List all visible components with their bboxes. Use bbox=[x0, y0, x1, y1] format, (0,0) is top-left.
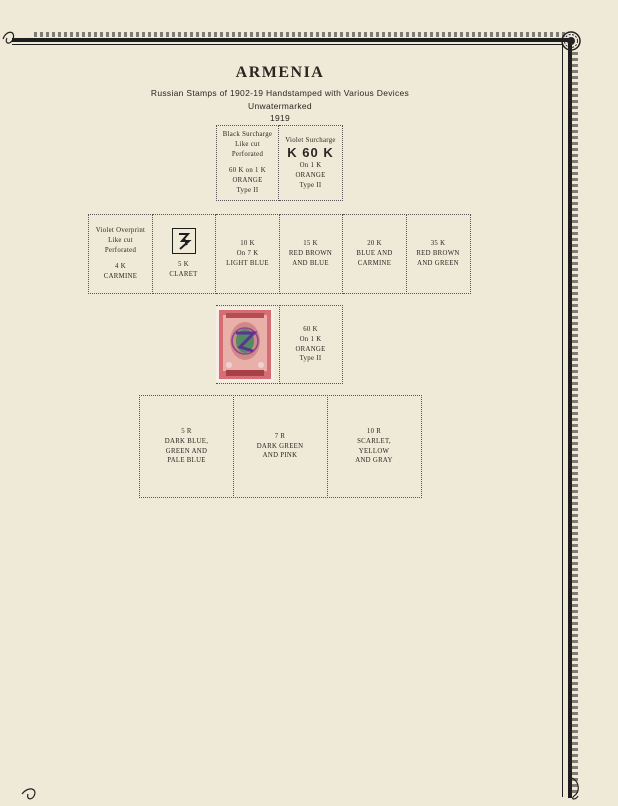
stamp-color: RED BROWN bbox=[288, 250, 333, 258]
stamp-color: AND PINK bbox=[262, 452, 298, 460]
stamp-space bbox=[343, 214, 407, 294]
stamp-text: Perforated bbox=[104, 247, 137, 255]
stamp-color: GREEN AND bbox=[165, 447, 208, 455]
stamp-color: ORANGE bbox=[232, 176, 263, 184]
stamp-denomination: 60 K bbox=[303, 325, 318, 333]
stamp-space bbox=[216, 214, 280, 294]
corner-ornament-bottom-left-icon bbox=[20, 780, 46, 806]
stamp-text: Perforated bbox=[231, 151, 264, 159]
corner-rosette-icon bbox=[558, 28, 584, 54]
stamp-color: RED BROWN bbox=[416, 250, 460, 258]
surcharge-sample: K 60 K bbox=[287, 145, 334, 161]
stamp-type: Type II bbox=[299, 355, 322, 363]
stamp-denomination: 5 K bbox=[178, 261, 189, 269]
stamp-text: Like cut bbox=[235, 141, 260, 149]
stamp-space bbox=[139, 395, 234, 498]
stamp-text: Like cut bbox=[108, 237, 133, 245]
stamp-text: Violet Surcharge bbox=[285, 136, 336, 144]
stamp-denomination: 35 K bbox=[430, 240, 446, 248]
stamp-color: PALE BLUE bbox=[167, 457, 206, 465]
stamp-space bbox=[327, 395, 422, 498]
device-handstamp-icon bbox=[172, 228, 196, 254]
stamp-color: CARMINE bbox=[103, 272, 138, 280]
stamp-denomination: 4 K bbox=[115, 262, 126, 270]
stamp-denomination: 5 R bbox=[181, 427, 192, 435]
stamp-color: LIGHT BLUE bbox=[226, 259, 269, 267]
stamp-space bbox=[233, 395, 328, 498]
stamp-color: CARMINE bbox=[357, 259, 392, 267]
stamp-denomination: 15 K bbox=[303, 240, 318, 248]
stamp-space bbox=[406, 214, 471, 294]
stamp-color: ORANGE bbox=[295, 345, 326, 353]
stamp-space bbox=[279, 125, 343, 201]
stamp-text: Violet Overprint bbox=[95, 227, 146, 235]
page-title: ARMENIA bbox=[235, 64, 325, 81]
stamp-denomination: 10 K bbox=[240, 240, 255, 248]
stamp-space bbox=[216, 125, 279, 201]
stamp-type: Type II bbox=[299, 181, 322, 189]
stamp-space bbox=[152, 214, 216, 294]
stamp-text: On 1 K bbox=[299, 335, 322, 343]
year-label: 1919 bbox=[269, 113, 291, 123]
stamp-denomination: On 1 K bbox=[299, 161, 322, 169]
stamp-color: DARK GREEN bbox=[256, 442, 304, 450]
border-right-chain bbox=[570, 52, 578, 794]
watermark-note: Unwatermarked bbox=[248, 101, 312, 111]
corner-ornament-icon bbox=[0, 26, 26, 52]
stamp-color: AND BLUE bbox=[292, 259, 329, 267]
stamp-color: AND GRAY bbox=[355, 457, 393, 465]
stamp-color: ORANGE bbox=[295, 171, 326, 179]
corner-ornament-bottom-icon bbox=[568, 776, 594, 802]
stamp-type: Type II bbox=[236, 186, 259, 194]
stamp-color: DARK BLUE, bbox=[164, 437, 209, 445]
stamp-denomination: 60 K on 1 K bbox=[229, 167, 266, 174]
stamp-color: BLUE AND bbox=[356, 250, 393, 258]
stamp-text: Black Surcharge bbox=[222, 131, 273, 139]
stamp-text: On 7 K bbox=[236, 250, 259, 258]
stamp-space bbox=[279, 214, 343, 294]
page-subtitle: Russian Stamps of 1902-19 Handstamped with Various Devices bbox=[150, 88, 410, 98]
stamp-space bbox=[279, 305, 343, 384]
stamp-color: AND GREEN bbox=[417, 259, 459, 267]
border-top-chain bbox=[34, 32, 566, 37]
stamp-space bbox=[88, 214, 153, 294]
stamp-denomination: 20 K bbox=[367, 240, 382, 248]
stamp-denomination: 7 R bbox=[274, 432, 286, 440]
stamp-color: YELLOW bbox=[358, 447, 390, 455]
stamp-color: CLARET bbox=[169, 271, 198, 278]
stamp-denomination: 10 R bbox=[366, 427, 382, 435]
stamp-color: SCARLET, bbox=[357, 437, 391, 445]
mounted-stamp-image bbox=[216, 307, 274, 382]
